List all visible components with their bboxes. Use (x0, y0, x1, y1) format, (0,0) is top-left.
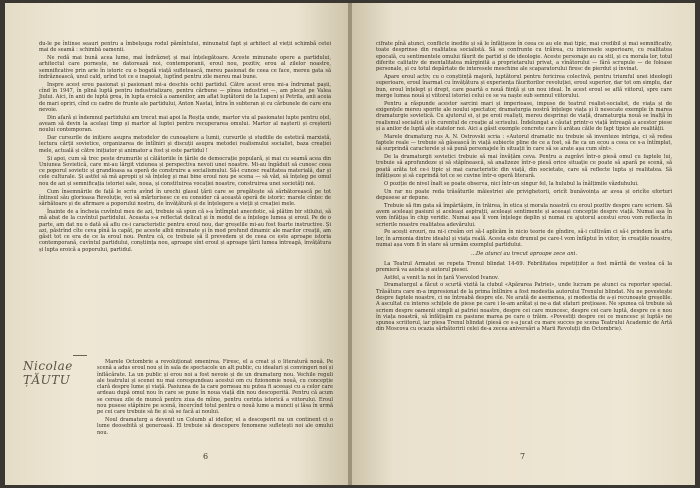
left-top-column (39, 41, 331, 255)
paragraph: Astfel, a venit la noi în țară Vsevolod Ivanov. (384, 274, 499, 281)
paragraph: Pe acești erouri, nu ni-i creăm ori să-l aplicăm în nicio teorie de gîndire, să-i cultivăm ci să-i prindem în arta lor, în armonia dintre idealul și viața reală. Acesta este drumul pe care-l vom înfăptui în viitor, în creațiile noastre, numai așa vom fi în stare să urmăm exemplul partidului. (376, 229, 672, 248)
paragraph: Dramaturgul a făcut o scurtă vizită la clubul «Apărarea Patriei», unde lucram pe atunci ca reporter special. Trăsătura care m-a impresionat de la prima întîlnire a fost modestia autorului Trenului blindat. Nu ne povestește despre faptele noastre, ci ne întreabă despre ele. Ne arată de asemenea, și modestia de a-și recunoaște greșelile. A ascultat cu interes schițele de piese pe care i le-am arătat și ne-a dat sfaturi prețioase. Ne spunea că trebuie să scriem despre oamenii simpli ai patriei noastre, despre cei care muncesc, despre cei care luptă, despre ce e nou în viața noastră, să înfățișăm cu pasiune marea pe care o trăim. «Povestiți despre cei ce muncesc și luptă» ne spunea scriitorul, iar piesa Trenul blindat (piesă ce s-a jucat cu mare succes pe scena Teatrului Academic de Artă din Moscova cu ocazia sărbătoririi celei de-a zecea aniversări a Marii Revoluții din Octombrie). (376, 282, 672, 333)
paragraph: Apare eroul activ, cu o conștiință majoră, luptătorul pentru fericirea colectivă, pentru triumful unei ideologii superioare, eroul înarmat cu învățătura și experiența făuritorilor revoluției, eroul superior, dar tot om simplu, dar bun, eroul înțelept și drept, care poartă o nouă ființă și un nou ideal. În acest eroul se află viitorul, spre care merge lumea nouă și viitorul istoriei celui ce se va naște sub semnul viitorului. (376, 73, 672, 99)
right-page (352, 3, 695, 485)
paragraph: Dar cursurile de inițiere asupra metodelor de cunoaștere a lumii, cursurile și studiile de estetică marxistă, lectura cărții sovietice, organizarea de întîlniri și discuții asupra metodei realismului socialist, baza creației mele, actuală și către inițiator și animator a fost și este partidul ! (39, 135, 331, 154)
open-book (5, 3, 695, 485)
paragraph: cifrate pînă atunci, conflicte inedite și să le înfățișeze în ceea ce au ele mai tipic, mai credibil și mai semnificativ, toate desprinse din realitatea socialistă. Să se confrunte cu trăirea, cu interesele superioare, cu realitatea epocală, cu sentimentele omului făurit de partid și de ideologie. Aceste personaje au ca stil, și cu morala lor, totul diferite calitativ de mentalitatea mărginită a proprietarului privat, a vînătorului — fără scrupule — de foloase personale, și cu totul depărtate de interesele meschine ale scaparatorului firesc de pierdut și învinat. (376, 41, 672, 73)
section-divider (73, 355, 87, 356)
author-signature: Nicolae ȚĂUTU (23, 359, 73, 387)
paragraph: De la dramaturgii sovietici trebuie să mai învățăm ceva. Pentru a zugrăvi într-o piesă omul cu faptele lui, trebuie să aprofundeze și să stăpînească, să analizeze într-o piesă orice situație ce poate să apară pe scenă, să poată arăta tot ce-i tipic și mai caracteristic din viață, din societate, care să reflecte lupta și realitatea. Să înfățișeze și să cuprindă tot ce se cuvine într-o operă literară. (376, 154, 672, 179)
paragraph: Și apoi, cum să trec peste drumurile și călătoriile în țările de democrație populară, și mai cu seamă acea din Uniunea Sovietică, care mi-au lărgit viziunea și perspectiva nevoii unei noastre. Mi-au îngăduit să cunosc ceea ce poporul sovietic și grandioasa sa operă de construire a socialismului. Să-i cunosc realitatea materială, dar și cele culturale. Și astfel să mă apropii și să înțeleg și mai bine eroul nou pe scena — să văd, să înțeleg pe omul nou de azi și semnificația istoriei sale, noua, și constituirea vocației noastre, construirea unei societăți noi. (39, 155, 331, 187)
paragraph: Cum însemnările de față le scriu avînd în urechi glasul țării care se pregătește să sărbătorească pe tot întinsul său glorioasa Revoluție, voi să mărturisesc ce eu consider că această operă de istoric: marele cîntec de sărbătoare și de afirmare a poporului nostru, de învățătură și de înțelegere a vieții și creației mele. (39, 188, 331, 208)
page-number: 7 (520, 452, 526, 461)
left-bottom-column (97, 359, 333, 438)
section-break: ...De atunci au trecut aproape zece ani. (470, 251, 578, 258)
right-column (376, 41, 672, 334)
paragraph: La Teatrul Armatei se repeta Trenul blindat 14-69. Febrilitatea repetițiilor a fost mărită de vestea că la premieră va asista și autorul piesei. (376, 260, 672, 273)
paragraph: Înainte de a încheia cuvîntul meu de azi, trebuie să spun că s-a întîmplat anecdotic, să plătim bir stilului, să mă abat de la cuvîntul partidului. Aceasta s-a reflectat delicat și în modul de a înțelege lumea și eroul. Pe de o parte, am dat nu o dată să aflu ce-i caracteristic pentru eroul nou, dar greșelile mi-au fost foarte instructive. Și azi, păstrînd cîte ceva pînă la capăt, pe aceste albii minunate și în mod profund dinamic ale marilor creații, am găsit tot ce era de ce la eroul nou. Pentru că, ce trebuie să îl prevedem și de ceea ce este aproape istoria contemporană, cuvîntul partidului, conștiința nou, aproape sînt eroul și aproape țării lumea întreagă, învățătura și lupta eroică a poporului, partidul. (39, 208, 331, 253)
paragraph: Ne redă mai bună acea lume, mai îndrăzneț și mai înțelegătoare. Aceste minunate opere a partidului, arhitectul care pornește, ne datorează noi, contemporanii, eroul nou, pozitiv, erou al zilelor noastre, semnificative prin arie în istoric cu o bogată viață sufletească, mereu pasionat de ceea ce face, mereu gata să îndrăznească, unul cald, urînd tot ce e inapoiat, luptînd pentru zile mereu mai bune. (39, 55, 331, 80)
paragraph: Din afară și îndemnul partidului am trecut mai apoi la Reșița unde, martor viu al pasionatei lupte pentru oțel, aveam să devin la același timp și martor al luptei pentru recuperarea omului. Martor al nașterii și creșterii noului contemporan. (39, 114, 331, 134)
paragraph: Noul dramaturg a devenit un Columb al ideilor, el a descoperit nu un continent ci o lume deosebită și generoasă. El trebuie să descopere fenomene sufletești noi ale omului nou. (97, 417, 333, 436)
left-page (5, 3, 348, 485)
paragraph: O poziție de nivel înalt se poate observa, nici într-un singur fel, la hulubul la înălțimile văzduhului. (384, 180, 639, 187)
page-number: 6 (203, 452, 209, 461)
paragraph: Pentru a răspunde acestor sarcini mari și imperioase, impuse de teatrul realist-socialist, de viața și de exigențele mereu sporite ale noului spectator, dramaturgia nostră înțelege viața și îi nesecate exemple în marea dramaturgie sovietică. Cu ajutorul ei, și pe eroii realiști, mereu desprinși de viață, dramaturgia nouă se înalță în realismul socialist și în curentul de creație al scrisului. Îndelungat a căutat printr-o viață întreagă a acestor piese și a anilor de luptă ale statelor noi. Aici a găsit exemple concrete care îi arătau căile de fapt tipice ale realității. (376, 100, 672, 132)
paragraph: Marele dramaturg rus A. N. Ostrovski scria : «Autorul dramatic nu trebuie să inventeze intriga, ci să redea faptele reale — trebuie să găsească în viață subiecte pline de ce a fost, să fie ca un ecou a ceea ce s-a întîmplat, să surprindă caracterele și să pună personajele în situații în care să se arate așa cum sînt». (376, 133, 672, 153)
paragraph: Inspre acest erou pasionat și pasionant mi-a deschis ochii partidul. Către acest erou mi-a îndrumat pașii, cînd în 1947, în plină luptă pentru industrializare, pentru cărbune — pînea industriei —, am plecat pe Valea Jiului. Aici, în anii de luptă grea, în lupta eroică a oamenilor, am aflat luptătorii de la Lupeni și Petrila, anii aceia de mari opriri, cînd cu cadre de frunte ale partidului, Anton Nastai, întra în subteran și cu cărbunele de care era nevoie. (39, 81, 331, 113)
paragraph: Marele Octombrie a revoluționat omenirea. Firesc, el a creat și o literatură nouă. Pe scenă a adus eroul nou și în sala de spectacole un alt public, cu idealuri și convingeri noi și înflăcărate. La un public și erou noi a fost nevoie și de un dramaturg nou. Vechile reguli ale teatrului și scenei nu mai corespundeau acestui om cu fizionomie nouă, cu concepție clară despre lume și viață. Pasiunea de la care porneau nu putea fi aceeași cu a celor care ardeau după omul nou în care se pune în noua viață din nou descoperită. Pentru că acum se cereau zile de muncă pentru ziua de mîine, pentru cerința istorică a viitorului. Eroul nou pusese stăpînire pe scenă, încercînd totul pentru o nouă lume a muncii și lăsa în urmă pe cei care trebuie să fie și să se facă ai noului. (97, 359, 334, 416)
paragraph: du-le pe întinse seauri pentru a îmbelșuga rodul pămîntului, minunatul fapt și arhitect al vieții schimbă cetei mai de seamă : schimbă oamenii. (39, 41, 331, 54)
paragraph: Trebuie să fim gata să împărtășim, în trăirea, în etica și morala noastră cu eroul pozitiv despre care scriem. Să avem aceleași pasiuni și aceleași aspirații, aceleași sentimente și aceeași concepție despre viață. Numai așa în vom înfățișa în chip veridic. Numai așa îl vom înțelege deplin și numai cu ajutorul acestui erou vom reflecta în scrierile noastre realitatea adevărului. (376, 202, 672, 228)
paragraph: Un rar nu poate reda trăsăturile măiestriei ale privighetorii, oricît bunăvoința ar avea și oricîte eforturi depusese ar depune. (376, 188, 672, 201)
